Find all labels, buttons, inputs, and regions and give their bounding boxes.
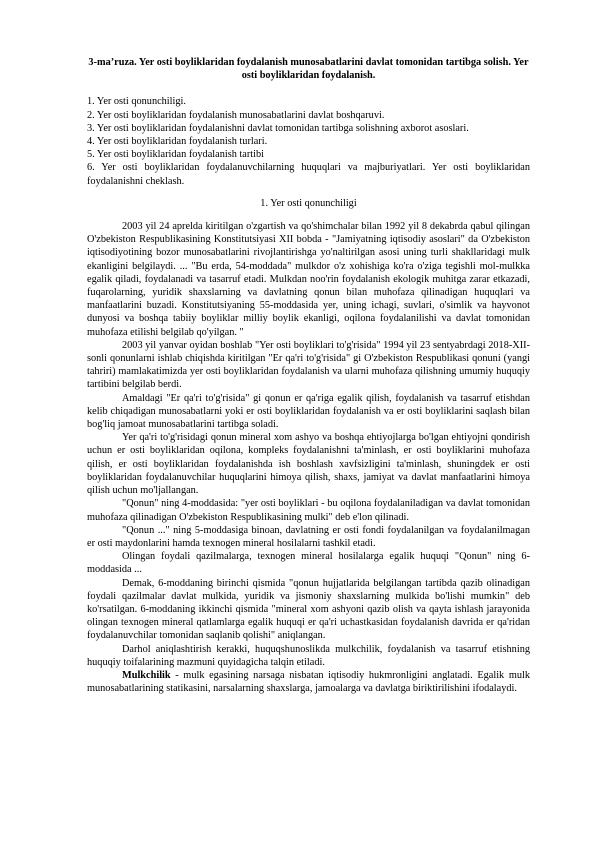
body-paragraph: Yer qa'ri to'g'risidagi qonun mineral xom ashyo va boshqa ehtiyojlarga bo'lgan ehtiyojni qondirish uchun er osti boyliklaridan oqilona, kompleks foydalanishni ta'minlash, er osti boyliklarini muhofaza qilish, er osti boyliklaridan foydalanishda ish boshlash xavfsizligini ta'minlash, shuningdek er osti boyliklaridan foydalanuvchilar huquqlarini himoya qilish, shaxs, jamiyat va davlat manfaatlarini himoya qilish uchun mo'ljallangan. [87, 432, 530, 497]
lecture-title: 3-ma’ruza. Yer osti boyliklaridan foydalanish munosabatlarini davlat tomonidan tartibga solish. Yer osti boyliklaridan foydalanish. [88, 57, 529, 82]
document-page [87, 56, 530, 695]
body-paragraph: Darhol aniqlashtirish kerakki, huquqshunoslikda mulkchilik, foydalanish va tasarruf etishning huquqiy toifalarining mazmuni quyidagicha talqin etiladi. [87, 643, 530, 668]
topic-list [87, 95, 530, 187]
topic-item: 6. Yer osti boyliklaridan foydalanuvchilarning huquqlari va majburiyatlari. Yer osti boyliklaridan foydalanishni cheklash. [87, 162, 530, 187]
body-paragraph: Amaldagi "Er qa'ri to'g'risida" gi qonun er qa'riga egalik qilish, foydalanish va tasarruf etishdan kelib chiqadigan munosabatlarni yoki er osti boyliklaridan foydalanish va er osti boyliklarini saqlash bilan bog'liq jamoat munosabatlarini tartibga soladi. [87, 392, 530, 431]
topic-item: 4. Yer osti boyliklaridan foydalanish turlari. [87, 136, 268, 148]
topic-item: 2. Yer osti boyliklaridan foydalanish munosabatlarini davlat boshqaruvi. [87, 109, 385, 121]
body-paragraph: 2003 yil 24 aprelda kiritilgan o'zgartish va qo'shimchalar bilan 1992 yil 8 dekabrda qabul qilingan O'zbekiston Respublikasining Konstitutsiyasi XII bobda - "Jamiyatning iqtisodiy asoslari" da O'zbekiston iqtisodiyotining bozor munosabatlarini rivojlantirishga yo'naltirilgan asosi uning turli shakllaridagi mulk ekanligini belgilaydi. ... "Bu erda, 54-moddada" mulkdor o'z xohishiga ko'ra o'ziga tegishli mol-mulkka egalik qiladi, foydalanadi va tasarruf etadi. Mulkdan noo'rin foydalanish ekologik muhitga zarar etkazadi, fuqarolarning, yuridik shaxslarning va davlatning qonun bilan muhofaza qilinadigan huquqlari va manfaatlarini buzadi. Konstitutsiyaning 55-moddasida yer, uning ichagi, suvlari, o'simlik va hayvonot dunyosi va boshqa tabiiy boyliklar milliy boylik ekanligi, oqilona foydalanilishi va davlat tomonidan muhofaza etilishi belgilab qo'yilgan. " [87, 221, 530, 338]
topic-item: 1. Yer osti qonunchiligi. [87, 96, 186, 108]
section-heading: 1. Yer osti qonunchiligi [260, 197, 357, 209]
topic-item: 3. Yer osti boyliklaridan foydalanishni davlat tomonidan tartibga solishning axborot asoslari. [87, 122, 469, 134]
body-paragraph: "Qonun ..." ning 5-moddasiga binoan, davlatning er osti fondi foydalanilgan va foydalanilmagan er osti maydonlarini hamda texnogen mineral hosilalarni tashkil etadi. [87, 524, 530, 549]
body-paragraph: Demak, 6-moddaning birinchi qismida "qonun hujjatlarida belgilangan tartibda qazib olinadigan foydali qazilmalar davlat mulkida, yuridik va jismoniy shaxslarning mulkida bo'lishi mumkin" deb ko'rsatilgan. 6-moddaning ikkinchi qismida "mineral xom ashyoni qazib olish va qayta ishlash jarayonida olingan texnogen mineral qatlamlarga egalik huquqi er qa'ri uchastkasidan foydalanish davrida er qa'ridan foydalanuvchilar tomonidan saqlanib qolishi" aniqlangan. [87, 577, 530, 642]
body-paragraph: "Qonun" ning 4-moddasida: "yer osti boyliklari - bu oqilona foydalaniladigan va davlat tomonidan muhofaza qilinadigan O'zbekiston Respublikasining mulki" deb e'lon qilinadi. [87, 498, 530, 523]
definition-text: - mulk egasining narsaga nisbatan iqtisodiy hukmronligini anglatadi. Egalik mulk munosabatlarining statikasini, narsalarning shaxslarga, jamoalarga va davlatga biriktirilishini ifodalaydi. [87, 669, 530, 695]
body-paragraph: 2003 yil yanvar oyidan boshlab "Yer osti boyliklari to'g'risida" 1994 yil 23 sentyabrdagi 2018-XII-sonli qonunlarni ishlab chiqishda kiritilgan "Er qa'ri to'g'risida" gi O'zbekiston Respublikasi qonuni (yangi tahriri) mamlakatimizda yer osti boyliklaridan foydalanish va ularni muhofaza qilishning umumiy huquqiy tartibini belgilab berdi. [87, 339, 530, 391]
body-paragraph: Olingan foydali qazilmalarga, texnogen mineral hosilalarga egalik huquqi "Qonun" ning 6-moddasida ... [87, 551, 530, 576]
defined-term: Mulkchilik [122, 669, 171, 681]
topic-item: 5. Yer osti boyliklaridan foydalanish tartibi [87, 149, 265, 161]
definition-paragraph [87, 669, 530, 695]
